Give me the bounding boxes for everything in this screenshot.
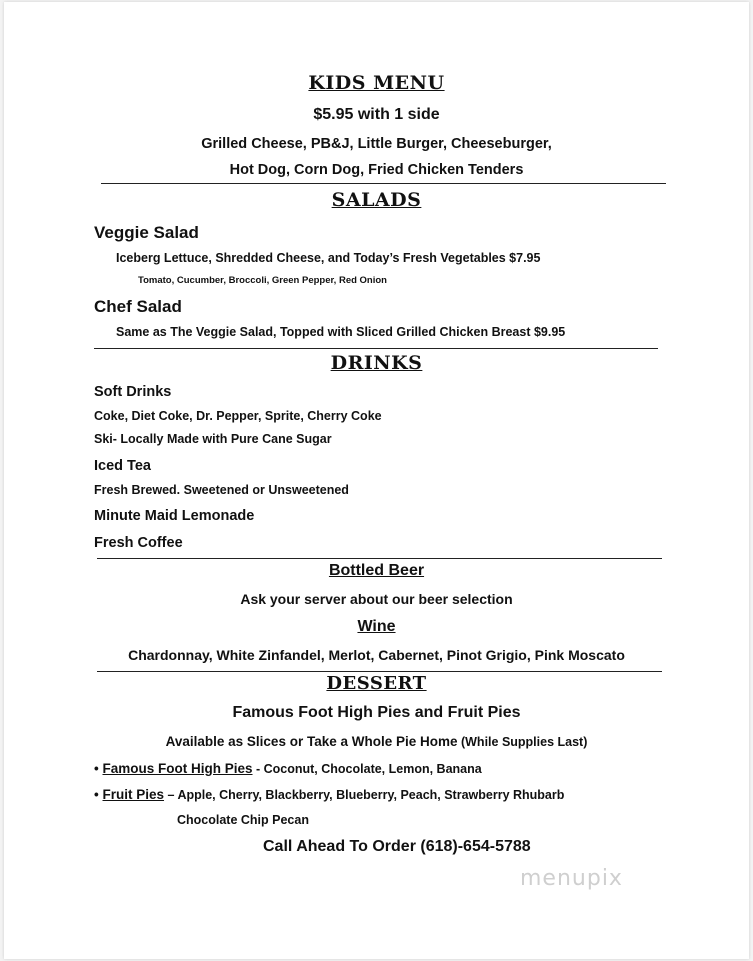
veggie-salad-desc: Iceberg Lettuce, Shredded Cheese, and Today’s Fresh Vegetables $7.95 <box>116 251 541 265</box>
divider <box>94 348 658 349</box>
ski-soda: Ski- Locally Made with Pure Cane Sugar <box>94 432 332 446</box>
foot-high-pies-line <box>94 761 482 776</box>
foot-high-pies-title: Famous Foot High Pies <box>102 761 253 776</box>
dessert-subtitle: Famous Foot High Pies and Fruit Pies <box>232 704 521 721</box>
kids-price: $5.95 with 1 side <box>313 106 440 123</box>
kids-items-line2: Hot Dog, Corn Dog, Fried Chicken Tenders <box>229 162 524 178</box>
availability-text: Available as Slices or Take a Whole Pie Home <box>165 734 458 749</box>
fruit-pies-flavors: – Apple, Cherry, Blackberry, Blueberry, Peach, Strawberry Rhubarb <box>164 788 565 802</box>
salads-heading: SALADS <box>331 189 422 211</box>
fruit-pies-continued: Chocolate Chip Pecan <box>177 813 309 827</box>
wine-heading: Wine <box>357 618 396 635</box>
iced-tea-desc: Fresh Brewed. Sweetened or Unsweetened <box>94 483 349 497</box>
soft-drinks-list: Coke, Diet Coke, Dr. Pepper, Sprite, Cherry Coke <box>94 409 382 423</box>
divider <box>101 183 666 184</box>
call-ahead: Call Ahead To Order (618)-654-5788 <box>263 838 531 855</box>
dessert-heading: DESSERT <box>326 673 427 694</box>
bottled-beer-heading: Bottled Beer <box>328 562 425 579</box>
bullet: • <box>94 761 99 776</box>
chef-salad-desc: Same as The Veggie Salad, Topped with Sliced Grilled Chicken Breast $9.95 <box>116 325 566 339</box>
fruit-pies-title: Fruit Pies <box>102 787 165 802</box>
iced-tea-title: Iced Tea <box>94 458 151 474</box>
lemonade-title: Minute Maid Lemonade <box>94 508 255 524</box>
kids-items-line1: Grilled Cheese, PB&J, Little Burger, Cheeseburger, <box>201 136 552 152</box>
foot-high-pies-flavors: - Coconut, Chocolate, Lemon, Banana <box>252 762 482 776</box>
divider <box>97 671 662 672</box>
watermark-logo: menupix <box>520 866 623 891</box>
wine-list: Chardonnay, White Zinfandel, Merlot, Cabernet, Pinot Grigio, Pink Moscato <box>128 647 625 663</box>
soft-drinks-title: Soft Drinks <box>94 384 172 400</box>
veggie-salad-title: Veggie Salad <box>94 223 199 242</box>
divider <box>97 558 662 559</box>
fruit-pies-line <box>94 787 564 802</box>
chef-salad-title: Chef Salad <box>94 297 182 316</box>
coffee-title: Fresh Coffee <box>94 535 183 551</box>
veggie-salad-vegetables: Tomato, Cucumber, Broccoli, Green Pepper, Red Onion <box>138 275 387 286</box>
dessert-availability <box>0 734 753 749</box>
drinks-heading: DRINKS <box>330 352 423 374</box>
kids-menu-heading: KIDS MENU <box>308 72 445 94</box>
beer-desc: Ask your server about our beer selection <box>240 591 513 607</box>
availability-note: (While Supplies Last) <box>457 735 588 749</box>
bullet: • <box>94 787 99 802</box>
